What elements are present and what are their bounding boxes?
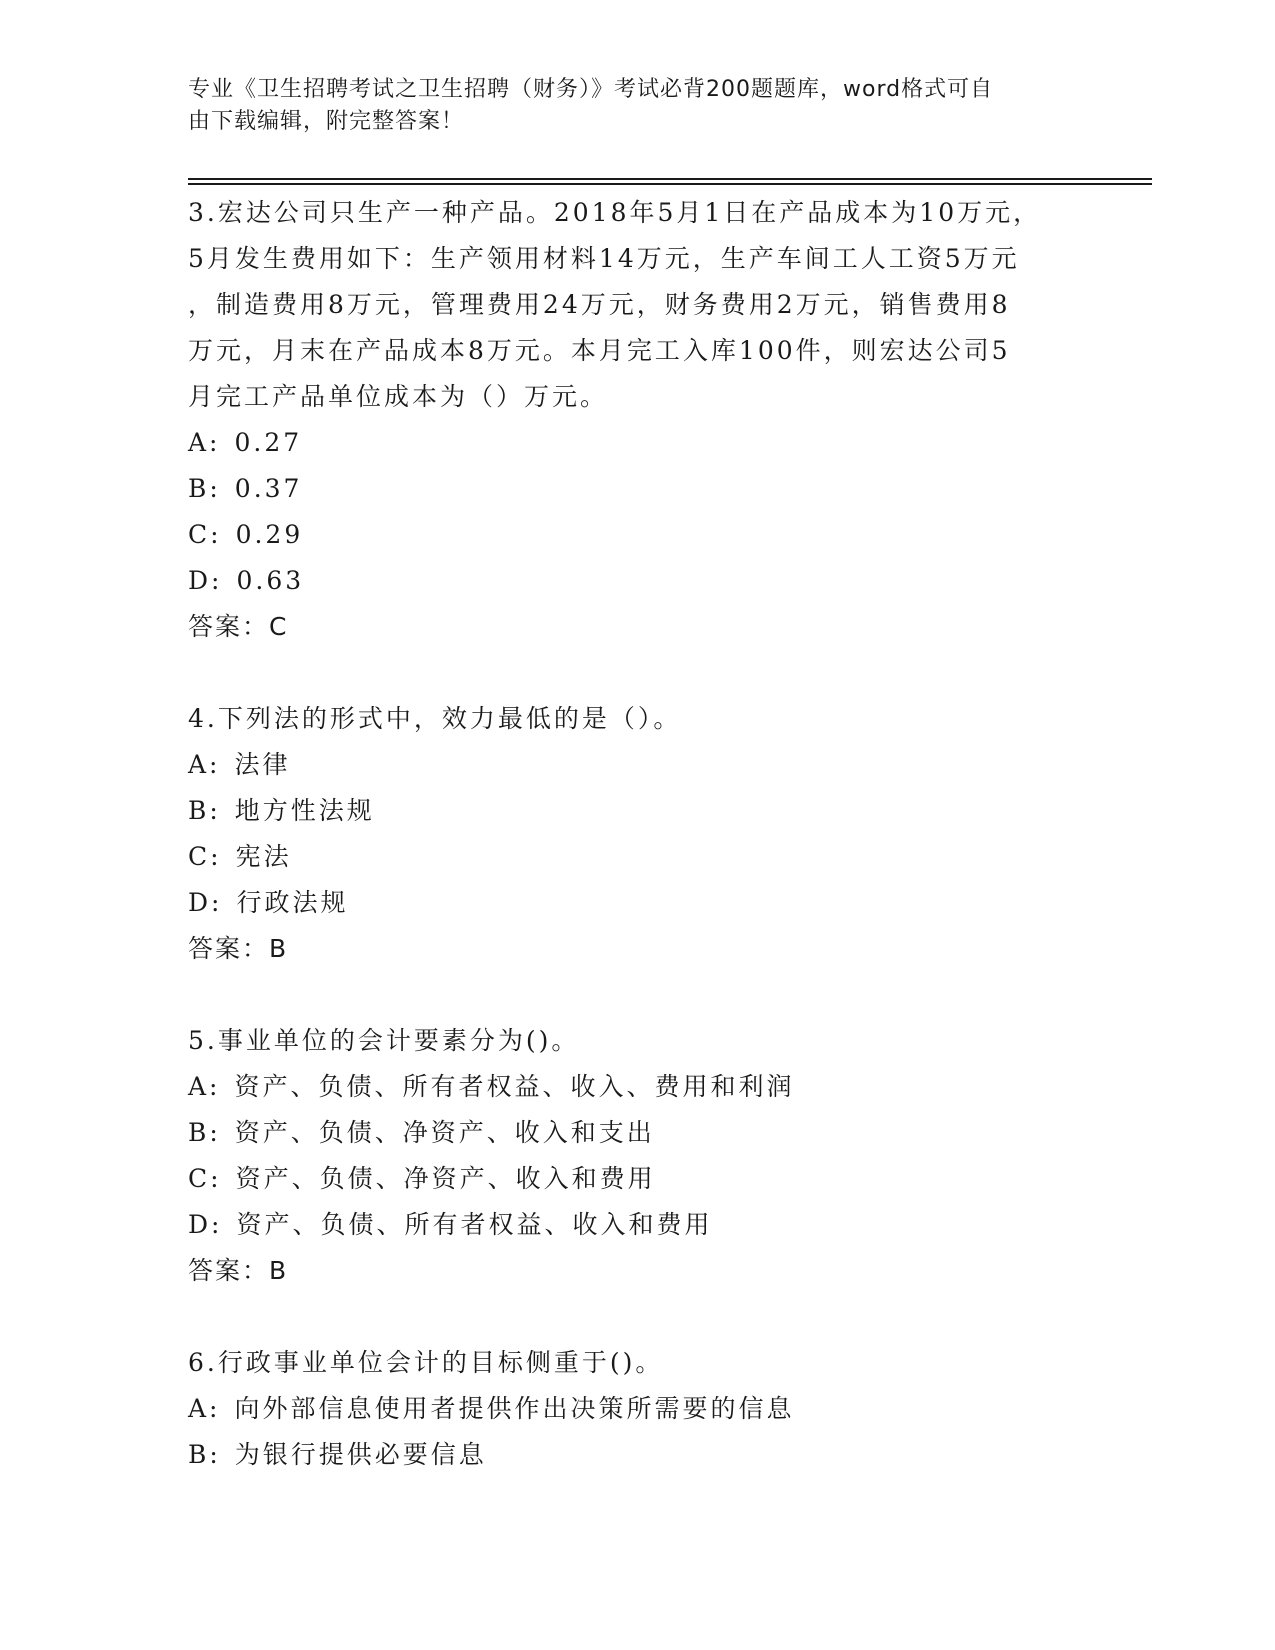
option-text: 资产、负债、净资产、收入和支出 [234, 1118, 655, 1147]
option-spacer [220, 742, 234, 788]
option-text: 宪法 [235, 842, 292, 871]
question-stem-line: 万元，月末在产品成本8万元。本月完工入库100件，则宏达公司5 [188, 336, 1011, 365]
question-gap [188, 972, 1088, 1018]
option-text: 法律 [234, 750, 291, 779]
answer-option [188, 1386, 1088, 1432]
option-letter: D: [188, 888, 223, 917]
header-line-1: 专业《卫生招聘考试之卫生招聘（财务）》考试必背200题题库，word格式可自 [188, 77, 994, 102]
answer-key: 答案：B [188, 1256, 289, 1285]
option-letter: B: [188, 1118, 221, 1147]
header-divider-bottom [188, 183, 1152, 185]
answer-option [188, 1202, 1088, 1248]
option-letter: A: [188, 1072, 221, 1101]
option-letter: C: [188, 520, 222, 549]
question-stem-line: 6.行政事业单位会计的目标侧重于()。 [188, 1348, 664, 1377]
question-block [188, 1340, 1088, 1478]
option-letter: D: [188, 1210, 223, 1239]
option-letter: B: [188, 1440, 221, 1469]
question-stem-line: 3.宏达公司只生产一种产品。2018年5月1日在产品成本为10万元， [188, 198, 1042, 227]
answer-option [188, 742, 1088, 788]
option-text: 为银行提供必要信息 [234, 1440, 487, 1469]
option-letter: A: [188, 750, 221, 779]
option-spacer [222, 880, 236, 926]
option-spacer [221, 466, 235, 512]
option-letter: A: [188, 1394, 221, 1423]
option-spacer [222, 1202, 236, 1248]
option-text: 0.63 [236, 566, 305, 595]
answer-option [188, 558, 1088, 604]
answer-option [188, 512, 1088, 558]
question-block [188, 696, 1088, 972]
option-text: 资产、负债、净资产、收入和费用 [235, 1164, 656, 1193]
option-text: 0.37 [234, 474, 303, 503]
header-line-2: 由下载编辑，附完整答案！ [188, 109, 465, 134]
option-spacer [222, 512, 236, 558]
option-spacer [222, 834, 236, 880]
answer-option [188, 788, 1088, 834]
option-letter: B: [188, 796, 221, 825]
header-divider-top [188, 178, 1152, 180]
question-stem-line: ，制造费用8万元，管理费用24万元，财务费用2万元，销售费用8 [188, 290, 1011, 319]
option-letter: A: [188, 428, 221, 457]
option-spacer [220, 1386, 234, 1432]
option-letter: C: [188, 1164, 222, 1193]
option-text: 资产、负债、所有者权益、收入和费用 [236, 1210, 713, 1239]
question-list [188, 190, 1088, 1478]
question-stem-line: 5月发生费用如下：生产领用材料14万元，生产车间工人工资5万元 [188, 244, 1020, 273]
option-text: 0.29 [235, 520, 304, 549]
option-spacer [221, 1110, 235, 1156]
option-letter: B: [188, 474, 221, 503]
answer-option [188, 834, 1088, 880]
answer-key: 答案：B [188, 934, 289, 963]
option-text: 0.27 [234, 428, 303, 457]
option-spacer [221, 788, 235, 834]
question-block [188, 190, 1088, 650]
document-header [188, 74, 1068, 138]
option-spacer [221, 1432, 235, 1478]
option-spacer [222, 1156, 236, 1202]
question-block [188, 1018, 1088, 1294]
answer-option [188, 1110, 1088, 1156]
question-stem-line: 5.事业单位的会计要素分为()。 [188, 1026, 580, 1055]
answer-option [188, 880, 1088, 926]
answer-option [188, 466, 1088, 512]
question-stem-line: 4.下列法的形式中，效力最低的是（）。 [188, 704, 682, 733]
option-letter: D: [188, 566, 223, 595]
answer-option [188, 420, 1088, 466]
option-spacer [222, 558, 236, 604]
answer-option [188, 1156, 1088, 1202]
answer-option [188, 1064, 1088, 1110]
answer-option [188, 1432, 1088, 1478]
question-gap [188, 650, 1088, 696]
option-text: 行政法规 [236, 888, 349, 917]
option-text: 地方性法规 [234, 796, 375, 825]
question-stem-line: 月完工产品单位成本为（）万元。 [188, 382, 609, 411]
question-gap [188, 1294, 1088, 1340]
answer-key: 答案：C [188, 612, 289, 641]
option-text: 资产、负债、所有者权益、收入、费用和利润 [234, 1072, 795, 1101]
option-text: 向外部信息使用者提供作出决策所需要的信息 [234, 1394, 795, 1423]
option-spacer [220, 420, 234, 466]
option-letter: C: [188, 842, 222, 871]
option-spacer [220, 1064, 234, 1110]
